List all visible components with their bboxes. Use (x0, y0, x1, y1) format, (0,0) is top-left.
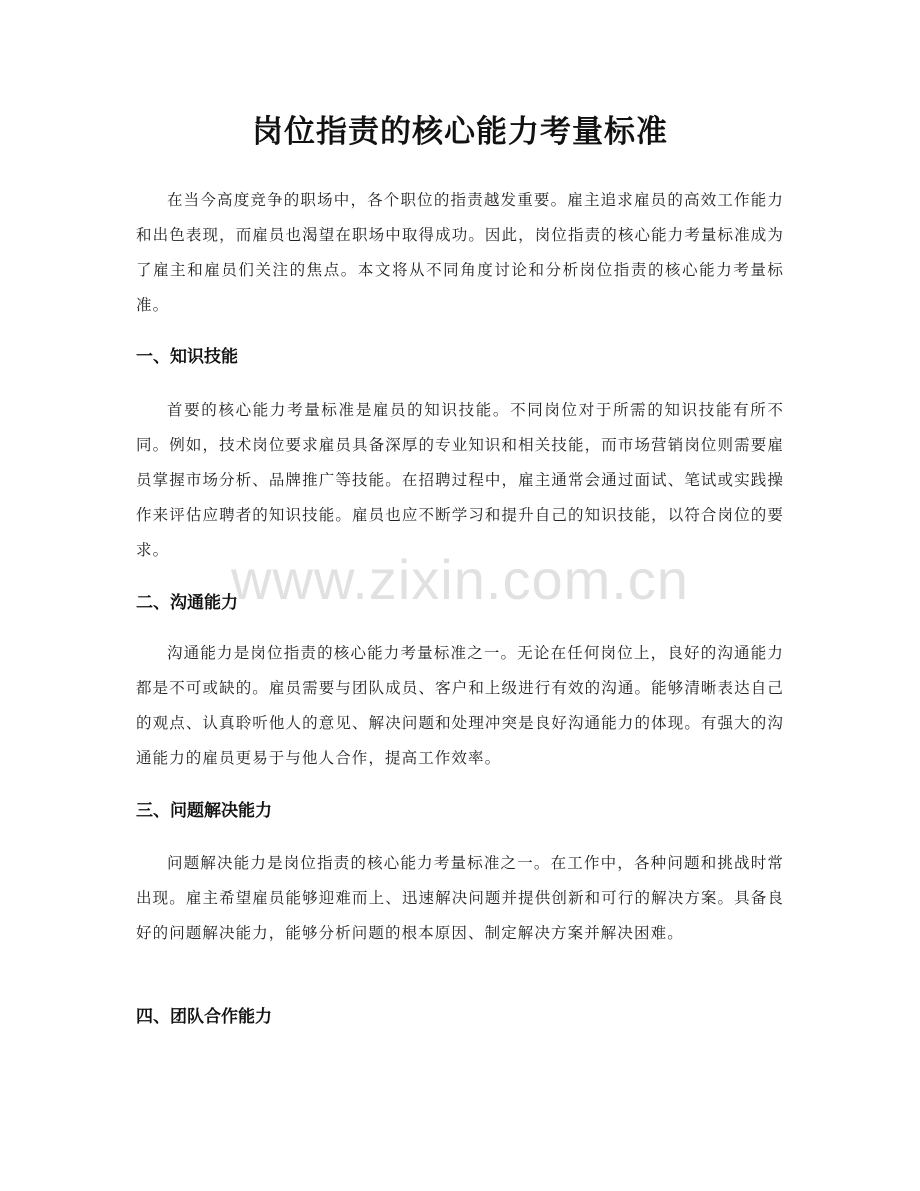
section-body-communication: 沟通能力是岗位指责的核心能力考量标准之一。无论在任何岗位上，良好的沟通能力都是不可或缺的。雇员需要与团队成员、客户和上级进行有效的沟通。能够清晰表达自己的观点、认真聆听他人的意见、解决问题和处理冲突是良好沟通能力的体现。有强大的沟通能力的雇员更易于与他人合作，提高工作效率。 (136, 644, 784, 767)
section-heading-teamwork: 四、团队合作能力 (136, 1007, 272, 1027)
intro-paragraph: 在当今高度竞争的职场中，各个职位的指责越发重要。雇主追求雇员的高效工作能力和出色表现，而雇员也渴望在职场中取得成功。因此，岗位指责的核心能力考量标准成为了雇主和雇员们关注的焦点。本文将从不同角度讨论和分析岗位指责的核心能力考量标准。 (136, 191, 784, 314)
watermark: www.zixin.com.cn (231, 548, 689, 611)
section-heading-problem-solving: 三、问题解决能力 (136, 801, 272, 821)
section-heading-knowledge: 一、知识技能 (136, 347, 238, 367)
document-title: 岗位指责的核心能力考量标准 (252, 114, 668, 150)
section-heading-communication: 二、沟通能力 (136, 593, 238, 613)
section-body-knowledge: 首要的核心能力考量标准是雇员的知识技能。不同岗位对于所需的知识技能有所不同。例如，技术岗位要求雇员具备深厚的专业知识和相关技能，而市场营销岗位则需要雇员掌握市场分析、品牌推广等技能。在招聘过程中，雇主通常会通过面试、笔试或实践操作来评估应聘者的知识技能。雇员也应不断学习和提升自己的知识技能，以符合岗位的要求。 (136, 401, 784, 559)
section-body-problem-solving: 问题解决能力是岗位指责的核心能力考量标准之一。在工作中，各种问题和挑战时常出现。雇主希望雇员能够迎难而上、迅速解决问题并提供创新和可行的解决方案。具备良好的问题解决能力，能够分析问题的根本原因、制定解决方案并解决困难。 (136, 854, 784, 942)
